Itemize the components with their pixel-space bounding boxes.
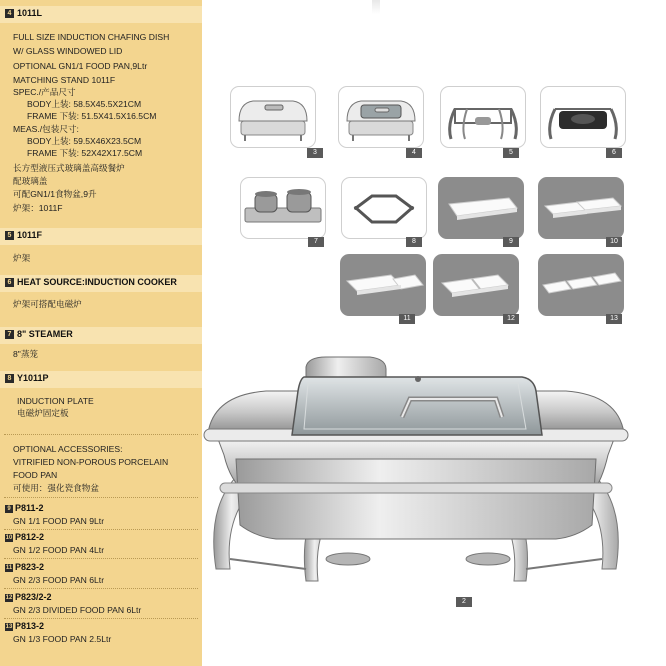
divider: [4, 588, 198, 589]
section-title: HEAT SOURCE:INDUCTION COOKER: [17, 277, 177, 287]
section-header-y1011p: [0, 371, 202, 388]
divider: [4, 497, 198, 498]
desc-line: 8"蒸笼: [13, 349, 39, 359]
thumbnail-number: 4: [406, 148, 422, 158]
section-title: 8" STEAMER: [17, 329, 73, 339]
item-code-text: P823/2-2: [15, 592, 52, 602]
thumbnail-number: 5: [503, 148, 519, 158]
thumbnail-stand-frame: [440, 86, 526, 148]
thumbnail-gn23-divided-pan: [433, 254, 519, 316]
item-code-text: P811-2: [15, 503, 44, 513]
thumbnail-number: 7: [308, 237, 324, 247]
item-code: [5, 592, 52, 602]
divider: [4, 529, 198, 530]
main-image-number: 2: [456, 597, 472, 607]
section-number: 4: [5, 9, 14, 18]
thumbnail-gn12-pan: [538, 177, 624, 239]
thumbnail-induction-cooker: [540, 86, 626, 148]
thumbnail-number: 6: [606, 148, 622, 158]
thumbnail-number: 9: [503, 237, 519, 247]
desc-line: FRAME 下装: 52X42X17.5CM: [27, 148, 143, 158]
thumbnail-number: 10: [606, 237, 622, 247]
item-code: [5, 503, 44, 513]
section-title: Y1011P: [17, 373, 49, 383]
divider: [4, 434, 198, 435]
main-chafing-dish-image: [196, 355, 636, 595]
optional-line: FOOD PAN: [13, 470, 58, 480]
desc-line: 配玻璃盖: [13, 176, 48, 186]
thumbnail-number: 11: [399, 314, 415, 324]
divider: [4, 618, 198, 619]
desc-line: OPTIONAL GN1/1 FOOD PAN,9Ltr: [13, 61, 148, 71]
thumbnail-number: 13: [606, 314, 622, 324]
item-number: 13: [5, 623, 13, 630]
section-header-heat-source: [0, 275, 202, 292]
item-desc: GN 2/3 DIVIDED FOOD PAN 6Ltr: [13, 605, 142, 615]
spec-sidebar: [0, 0, 202, 666]
top-decoration: [372, 0, 380, 14]
thumbnail-chafing-dish-glass-lid: [338, 86, 424, 148]
item-desc: GN 1/2 FOOD PAN 4Ltr: [13, 545, 105, 555]
optional-line: OPTIONAL ACCESSORIES:: [13, 444, 123, 454]
desc-line: INDUCTION PLATE: [17, 396, 94, 406]
item-number: 12: [5, 594, 13, 601]
desc-line: 长方型液压式玻璃盖高级餐炉: [13, 163, 125, 173]
desc-line: FRAME 下装: 51.5X41.5X16.5CM: [27, 111, 157, 121]
section-title: 1011F: [17, 230, 43, 240]
desc-line: 炉架：1011F: [13, 203, 63, 213]
thumbnail-number: 8: [406, 237, 422, 247]
desc-line: FULL SIZE INDUCTION CHAFING DISH: [13, 32, 170, 42]
item-code-text: P813-2: [15, 621, 45, 631]
section-number: 8: [5, 374, 14, 383]
optional-line: 可使用：强化瓷食物盆: [13, 483, 99, 493]
thumbnail-gn13-pan: [538, 254, 624, 316]
desc-line: 炉架: [13, 253, 31, 263]
desc-line: BODY上装: 58.5X45.5X21CM: [27, 99, 142, 109]
desc-line: SPEC./产品尺寸: [13, 87, 76, 97]
item-code-text: P812-2: [15, 532, 45, 542]
desc-line: MATCHING STAND 1011F: [13, 75, 116, 85]
desc-line: 电磁炉固定板: [17, 408, 69, 418]
divider: [4, 558, 198, 559]
item-desc: GN 2/3 FOOD PAN 6Ltr: [13, 575, 105, 585]
thumbnail-number: 12: [503, 314, 519, 324]
item-number: 9: [5, 505, 13, 513]
item-code: [5, 532, 44, 542]
desc-line: MEAS./包装尺寸:: [13, 124, 79, 134]
item-desc: GN 1/1 FOOD PAN 9Ltr: [13, 516, 105, 526]
section-number: 7: [5, 330, 14, 339]
thumbnail-chafing-dish-closed: [230, 86, 316, 148]
section-header-1011l: [0, 6, 202, 23]
thumbnail-number: 3: [307, 148, 323, 158]
item-code: [5, 621, 44, 631]
item-number: 11: [5, 564, 13, 571]
item-desc: GN 1/3 FOOD PAN 2.5Ltr: [13, 634, 112, 644]
item-code: [5, 562, 44, 572]
desc-line: 可配GN1/1食物盆,9升: [13, 189, 97, 199]
optional-line: VITRIFIED NON-POROUS PORCELAIN: [13, 457, 169, 467]
item-number: 10: [5, 534, 13, 541]
section-header-steamer: [0, 327, 202, 344]
desc-line: BODY上装: 59.5X46X23.5CM: [27, 136, 142, 146]
desc-line: 炉架可搭配电磁炉: [13, 299, 82, 309]
section-title: 1011L: [17, 8, 43, 18]
thumbnail-induction-plate: [341, 177, 427, 239]
section-header-1011f: [0, 228, 202, 245]
thumbnail-gn23-pan: [340, 254, 426, 316]
thumbnail-steamer: [240, 177, 326, 239]
thumbnail-gn11-pan: [438, 177, 524, 239]
desc-line: W/ GLASS WINDOWED LID: [13, 46, 123, 56]
section-number: 5: [5, 231, 14, 240]
section-number: 6: [5, 278, 14, 287]
item-code-text: P823-2: [15, 562, 45, 572]
